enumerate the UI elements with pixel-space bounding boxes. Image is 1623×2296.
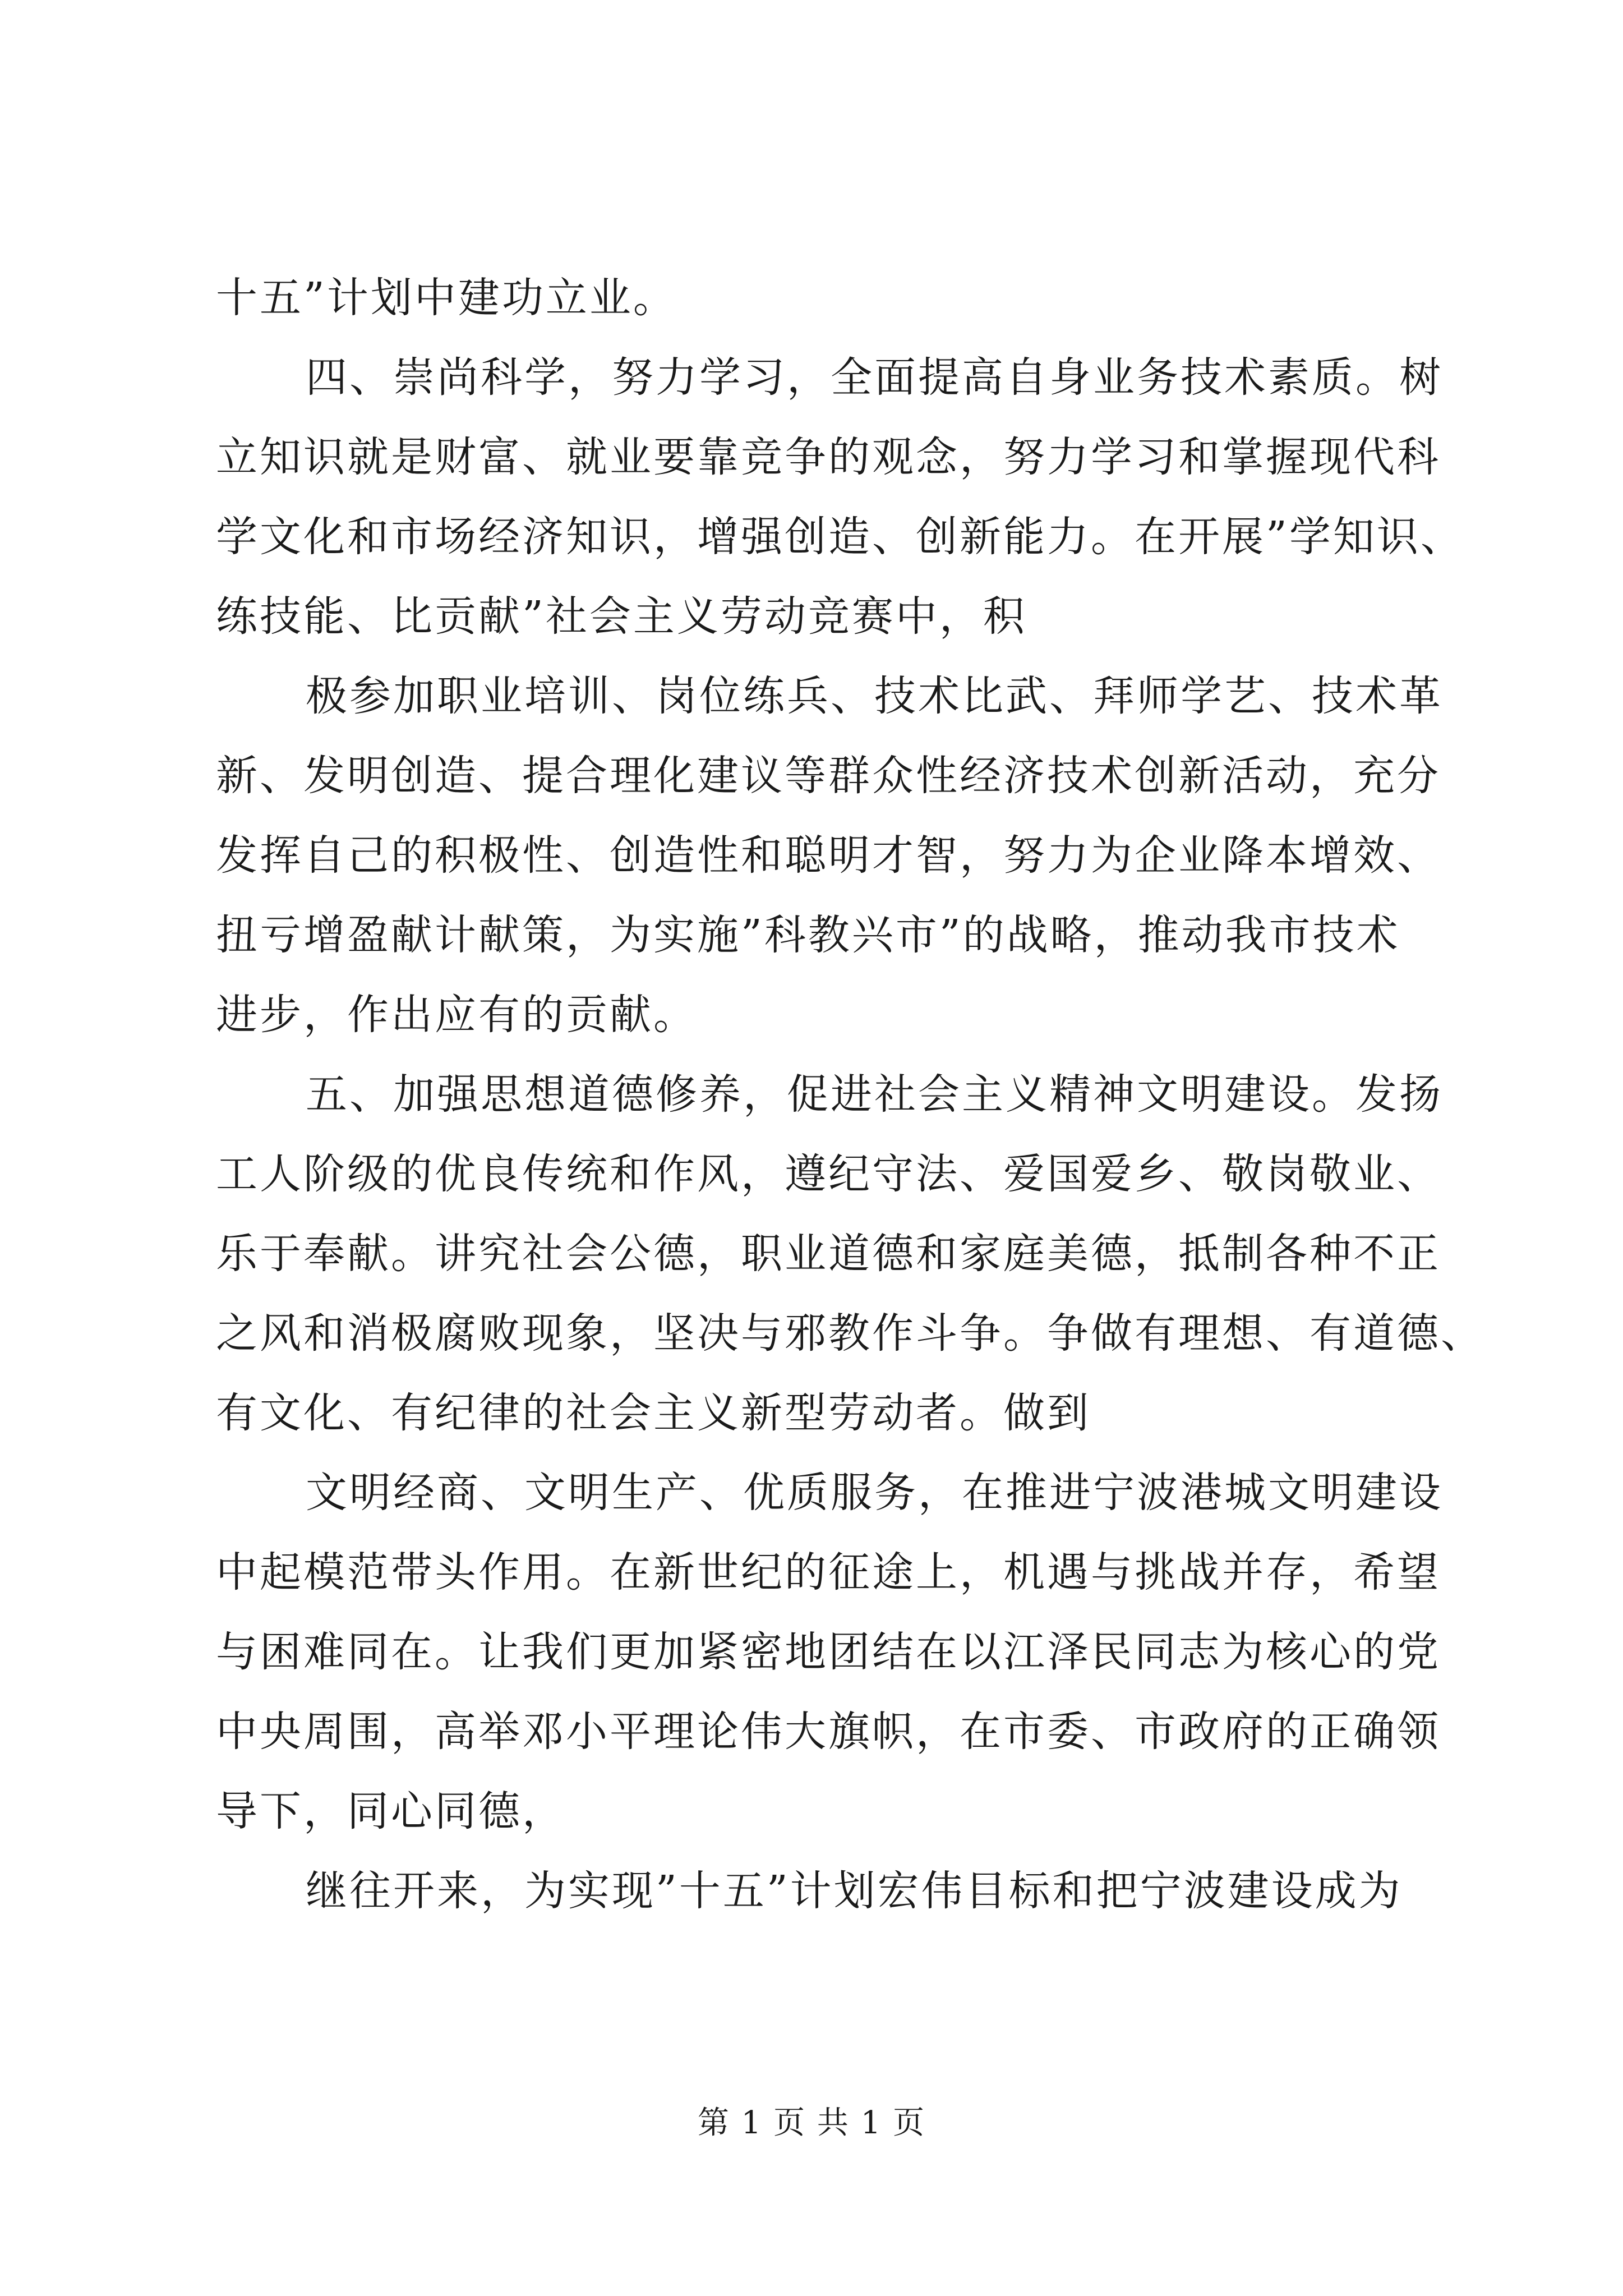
text-line-20: 导下，同心同德， — [216, 1787, 566, 1835]
text-line-6: 极参加职业培训、岗位练兵、技术比武、拜师学艺、技术革 — [306, 672, 1443, 720]
text-line-13: 乐于奉献。讲究社会公德，职业道德和家庭美德，抵制各种不正 — [216, 1230, 1441, 1278]
text-line-19: 中央周围，高举邓小平理论伟大旗帜，在市委、市政府的正确领 — [216, 1708, 1441, 1756]
text-line-16: 文明经商、文明生产、优质服务，在推进宁波港城文明建设 — [306, 1469, 1443, 1517]
text-line-8: 发挥自己的积极性、创造性和聪明才智，努力为企业降本增效、 — [216, 831, 1441, 880]
text-line-9: 扭亏增盈献计献策，为实施”科教兴市”的战略，推动我市技术 — [216, 911, 1400, 959]
document-body — [216, 258, 1484, 1931]
text-line-21: 继往开来，为实现”十五”计划宏伟目标和把宁波建设成为 — [306, 1867, 1403, 1915]
text-line-2: 四、崇尚科学，努力学习，全面提高自身业务技术素质。树 — [306, 353, 1443, 402]
page-number-label: 第 1 页 共 1 页 — [697, 2105, 926, 2141]
text-line-14: 之风和消极腐败现象，坚决与邪教作斗争。争做有理想、有道德、 — [216, 1309, 1484, 1358]
text-line-4: 学文化和市场经济知识，增强创造、创新能力。在开展”学知识、 — [216, 513, 1464, 561]
text-line-11: 五、加强思想道德修养，促进社会主义精神文明建设。发扬 — [306, 1070, 1443, 1119]
text-line-3: 立知识就是财富、就业要靠竞争的观念，努力学习和掌握现代科 — [216, 433, 1441, 481]
text-line-15: 有文化、有纪律的社会主义新型劳动者。做到 — [216, 1389, 1091, 1437]
text-line-5: 练技能、比贡献”社会主义劳动竞赛中，积 — [216, 592, 1027, 641]
text-line-17: 中起模范带头作用。在新世纪的征途上，机遇与挑战并存，希望 — [216, 1548, 1441, 1596]
page-footer — [0, 2098, 1623, 2143]
text-line-10: 进步，作出应有的贡献。 — [216, 991, 697, 1039]
text-line-12: 工人阶级的优良传统和作风，遵纪守法、爱国爱乡、敬岗敬业、 — [216, 1150, 1441, 1198]
text-line-7: 新、发明创造、提合理化建议等群众性经济技术创新活动，充分 — [216, 752, 1441, 800]
text-line-18: 与困难同在。让我们更加紧密地团结在以江泽民同志为核心的党 — [216, 1628, 1441, 1676]
text-line-1: 十五”计划中建功立业。 — [216, 274, 677, 322]
